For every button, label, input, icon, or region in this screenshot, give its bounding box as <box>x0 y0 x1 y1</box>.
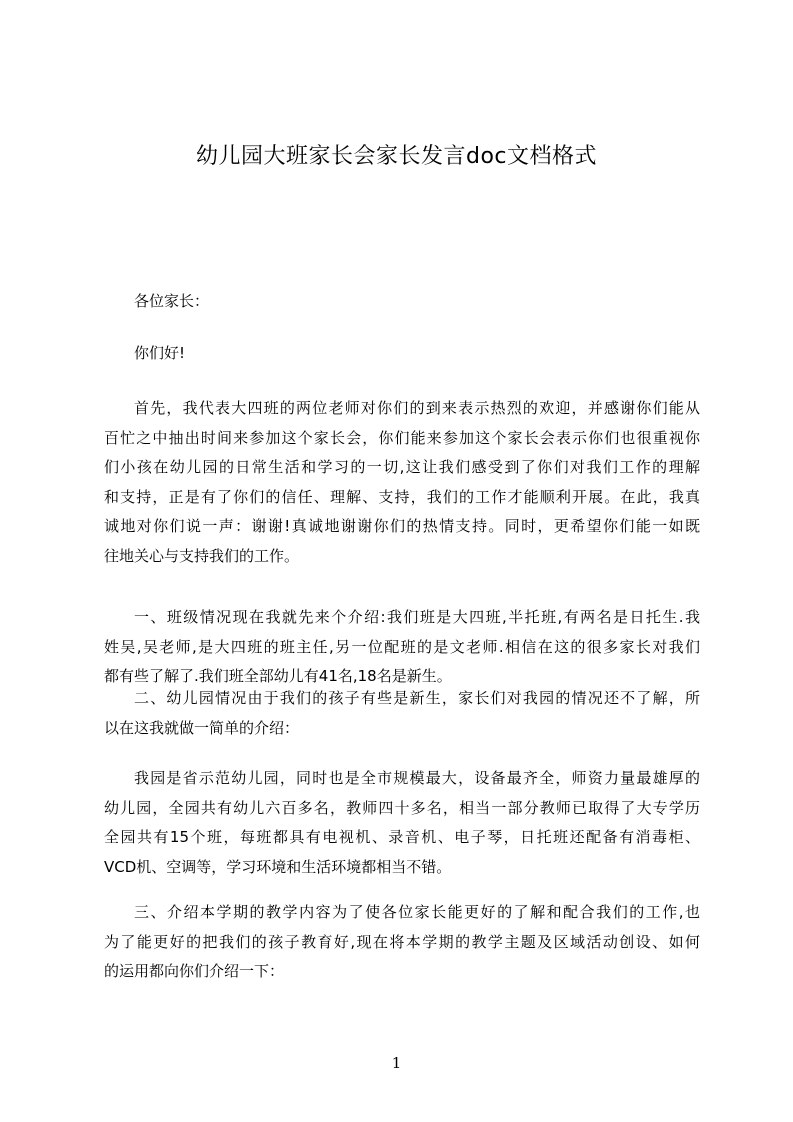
paragraph-line: 二、幼儿园情况由于我们的孩子有些是新生，家长们对我园的情况还不了解，所 <box>134 689 700 707</box>
paragraph-line: VCD机、空调等，学习环境和生活环境都相当不错。 <box>104 857 452 876</box>
paragraph-line: 全园共有15个班，每班都具有电视机、录音机、电子琴，日托班还配备有消毒柜、 <box>104 828 700 846</box>
greeting-line: 你们好! <box>134 344 186 362</box>
paragraph-welcome <box>104 394 700 571</box>
paragraph-line: 一、班级情况现在我就先来个介绍:我们班是大四班,半托班,有两名是日托生.我 <box>134 608 700 626</box>
paragraph-class-info <box>104 603 700 692</box>
salutation <box>104 287 700 317</box>
paragraph-line: 诚地对你们说一声：谢谢!真诚地谢谢你们的热情支持。同时，更希望你们能一如既 <box>104 517 700 535</box>
paragraph-line: 三、介绍本学期的教学内容为了使各位家长能更好的了解和配合我们的工作,也 <box>134 903 700 921</box>
paragraph-line: 都有些了解了.我们班全部幼儿有41名,18名是新生。 <box>104 667 452 685</box>
paragraph-line: 往地关心与支持我们的工作。 <box>104 546 300 565</box>
salutation-line: 各位家长： <box>134 292 210 310</box>
paragraph-line: 百忙之中抽出时间来参加这个家长会，你们能来参加这个家长会表示你们也很重视你 <box>104 428 700 447</box>
paragraph-line: 幼儿园，全园共有幼儿六百多名，教师四十多名，相当一部分教师已取得了大专学历 <box>104 798 700 817</box>
document-title: 幼儿园大班家长会家长发言doc文档格式 <box>195 144 598 169</box>
greeting <box>104 339 700 369</box>
paragraph-line: 和支持，正是有了你们的信任、理解、支持，我们的工作才能顺利开展。在此，我真 <box>104 487 700 506</box>
paragraph-line: 姓吴,吴老师,是大四班的班主任,另一位配班的是文老师.相信在这的很多家长对我们 <box>104 637 700 656</box>
paragraph-kindergarten-details <box>104 764 700 882</box>
paragraph-line: 首先，我代表大四班的两位老师对你们的到来表示热烈的欢迎，并感谢你们能从 <box>134 399 700 417</box>
paragraph-line: 的运用都向你们介绍一下： <box>104 962 285 980</box>
paragraph-kindergarten-info <box>104 684 700 743</box>
paragraph-line: 我园是省示范幼儿园，同时也是全市规模最大，设备最齐全，师资力量最雄厚的 <box>134 769 700 787</box>
paragraph-line: 为了能更好的把我们的孩子教育好,现在将本学期的教学主题及区域活动创设、如何 <box>104 932 700 951</box>
paragraph-line: 们小孩在幼儿园的日常生活和学习的一切,这让我们感受到了你们对我们工作的理解 <box>104 458 700 476</box>
paragraph-curriculum <box>104 898 700 987</box>
paragraph-line: 以在这我就做一简单的介绍： <box>104 718 300 737</box>
page-number: 1 <box>391 1054 402 1072</box>
